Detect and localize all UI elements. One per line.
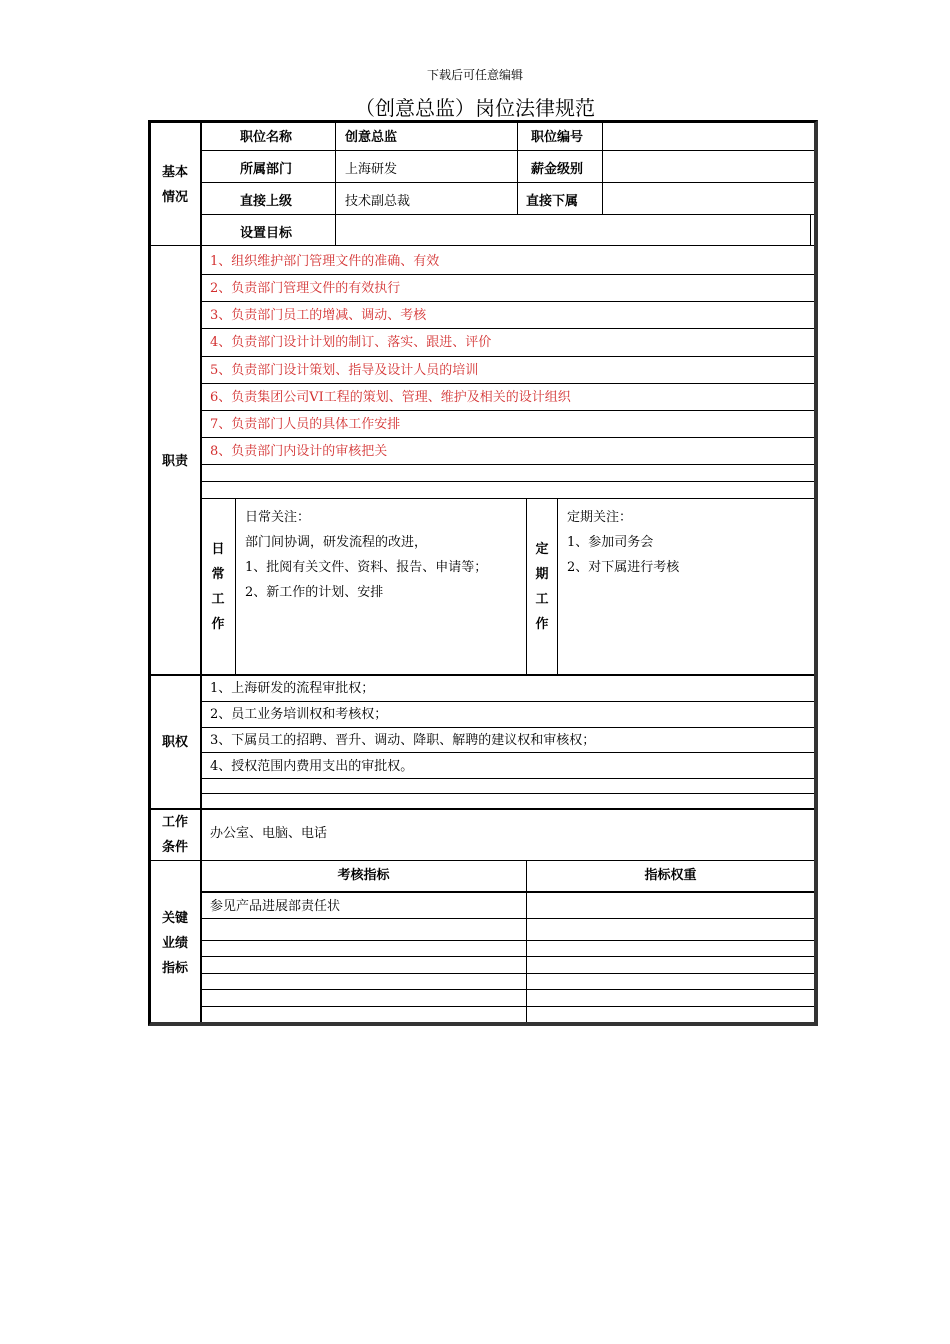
divider — [201, 356, 814, 357]
divider — [526, 861, 527, 1022]
divider — [151, 808, 814, 810]
divider — [201, 498, 814, 499]
divider — [201, 182, 814, 183]
divider — [201, 891, 814, 893]
divider — [200, 123, 202, 1022]
divider — [526, 498, 527, 674]
duty-item: 4、负责部门设计计划的制订、落实、跟进、评价 — [210, 335, 492, 350]
divider — [517, 123, 518, 214]
divider — [201, 481, 814, 482]
duty-item: 6、负责集团公司VI工程的策划、管理、维护及相关的设计组织 — [210, 390, 571, 405]
section-kpi-label: 关键 业绩 指标 — [161, 911, 188, 976]
divider — [810, 214, 811, 245]
position-name-label: 职位名称 — [240, 130, 293, 145]
position-no-label: 职位编号 — [531, 130, 584, 145]
periodic-work-label: 定 期 工 作 — [535, 542, 549, 632]
divider — [201, 328, 814, 329]
goal-label: 设置目标 — [240, 226, 293, 241]
divider — [151, 674, 814, 676]
salary-label: 薪金级别 — [531, 162, 584, 177]
divider — [201, 464, 814, 465]
kpi-col-indicator: 考核指标 — [337, 868, 390, 883]
divider — [201, 1006, 814, 1007]
kpi-row: 参见产品进展部责任状 — [210, 899, 341, 914]
divider — [151, 245, 814, 246]
duty-item: 1、组织维护部门管理文件的准确、有效 — [210, 254, 440, 269]
divider — [201, 274, 814, 275]
divider — [201, 437, 814, 438]
divider — [201, 150, 814, 151]
divider — [201, 410, 814, 411]
divider — [201, 973, 814, 974]
divider — [201, 918, 814, 919]
divider — [201, 301, 814, 302]
section-authority-label: 职权 — [161, 735, 188, 750]
subordinate-label: 直接下属 — [526, 194, 579, 209]
superior-label: 直接上级 — [240, 194, 293, 209]
divider — [201, 940, 814, 941]
section-basic-label: 基本 情况 — [161, 165, 188, 205]
kpi-col-weight: 指标权重 — [644, 868, 697, 883]
daily-work-label: 日 常 工 作 — [211, 542, 225, 632]
authority-item: 1、上海研发的流程审批权； — [210, 681, 375, 696]
authority-item: 2、员工业务培训权和考核权； — [210, 707, 388, 722]
divider — [335, 123, 336, 245]
section-conditions-label: 工作 条件 — [161, 815, 188, 855]
divider — [201, 214, 814, 215]
divider — [201, 383, 814, 384]
divider — [151, 860, 814, 861]
divider — [201, 727, 814, 728]
divider — [201, 989, 814, 990]
daily-work-content: 日常关注： 部门间协调，研发流程的改进， 1、批阅有关文件、资料、报告、申请等； 2、新工作的计划、安排 — [245, 510, 488, 600]
divider — [201, 956, 814, 957]
authority-item: 3、下属员工的招聘、晋升、调动、降职、解聘的建议权和审核权； — [210, 733, 596, 748]
divider — [201, 701, 814, 702]
divider — [602, 123, 603, 214]
position-name-value: 创意总监 — [345, 130, 398, 145]
duty-item: 8、负责部门内设计的审核把关 — [210, 444, 388, 459]
duty-item: 7、负责部门人员的具体工作安排 — [210, 417, 401, 432]
document-title: （创意总监）岗位法律规范 — [355, 96, 595, 120]
department-value: 上海研发 — [345, 162, 398, 177]
header-note: 下载后可任意编辑 — [426, 68, 523, 82]
department-label: 所属部门 — [240, 162, 293, 177]
duty-item: 2、负责部门管理文件的有效执行 — [210, 281, 401, 296]
divider — [201, 752, 814, 753]
duty-item: 3、负责部门员工的增减、调动、考核 — [210, 308, 427, 323]
divider — [201, 793, 814, 794]
divider — [557, 498, 558, 674]
authority-item: 4、授权范围内费用支出的审批权。 — [210, 759, 414, 774]
conditions-value: 办公室、电脑、电话 — [210, 826, 328, 841]
duty-item: 5、负责部门设计策划、指导及设计人员的培训 — [210, 363, 479, 378]
section-duties-label: 职责 — [161, 454, 188, 469]
divider — [235, 498, 236, 674]
periodic-work-content: 定期关注： 1、参加司务会 2、对下属进行考核 — [567, 510, 680, 575]
superior-value: 技术副总裁 — [345, 194, 411, 209]
divider — [201, 778, 814, 779]
